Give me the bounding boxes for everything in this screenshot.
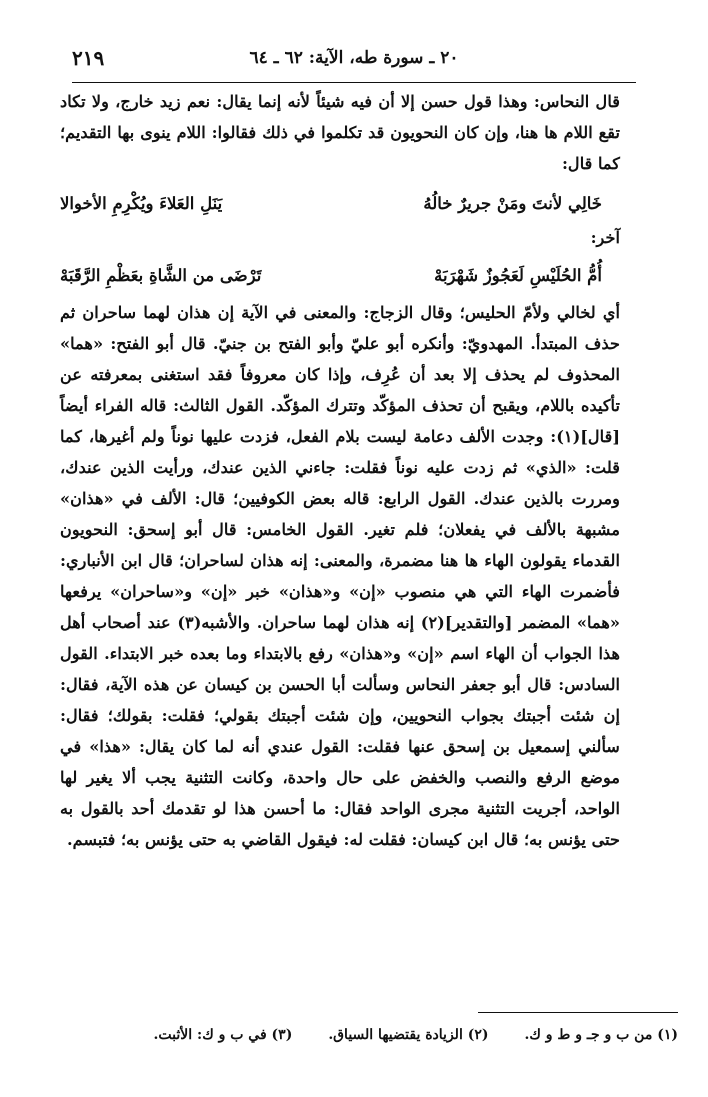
footnote: (١) من ب و جـ و ط و ك. — [524, 1027, 678, 1043]
verse-line — [60, 179, 620, 225]
verse-first-hemistich: خَالِي لأنتَ ومَنْ جريرٌ خالُهُ — [423, 194, 602, 213]
page-header — [72, 42, 636, 83]
verse-line — [60, 251, 620, 297]
page-number: ٢١٩ — [72, 46, 105, 70]
footnotes — [90, 1024, 678, 1046]
footnote-divider — [478, 1012, 678, 1013]
main-paragraph: أي لخالي ولأمّ الحليس؛ وقال الزجاج: والمعنى في الآية إن هذان لهما ساحران ثم حذف المبتدأ. المهدويّ: وأنكره أبو عليّ وأبو الفتح بن جنيّ. قال أبو الفتح: «هما» المحذوف لم يحذف إلا بعد أن عُرِف، وإذا كان معروفاً فقد استغنى بمعرفته عن تأكيده باللام، ويقبح أن تحذف المؤكّد وتترك المؤكّد. القول الثالث: قاله الفراء أيضاً [قال](١): وجدت الألف دعامة ليست بلام الفعل، فزدت عليها نوناً ولم أغيرها، كما قلت: «الذي» ثم زدت عليه نوناً فقلت: جاءني الذين عندك، ورأيت الذين عندك، ومررت بالذين عندك. القول الرابع: قاله بعض الكوفيين؛ قال: الألف في «هذان» مشبهة بالألف في يفعلان؛ فلم تغير. القول الخامس: قال أبو إسحق: النحويون القدماء يقولون الهاء ها هنا مضمرة، والمعنى: إنه هذان لساحران؛ قال ابن الأنباري: فأضمرت الهاء التي هي منصوب «إن» و«هذان» خبر «إن» و«ساحران» يرفعها «هما» المضمر [والتقدير](٢) إنه هذان لهما ساحران. والأشبه(٣) عند أصحاب أهل هذا الجواب أن الهاء اسم «إن» و«هذان» رفع بالابتداء وما بعده خبر الابتداء. القول السادس: قال أبو جعفر النحاس وسألت أبا الحسن بن كيسان عن هذه الآية، فقال: إن شئت أجبتك بجواب النحويين، وإن شئت أجبتك بقولي؛ فقلت: بقولك؛ فقال: سألني إسمعيل بن إسحق عنها فقلت: القول عندي أنه لما كان يقال: «هذا» في موضع الرفع والنصب والخفض على حال واحدة، وكانت التثنية يجب ألا يغير لها الواحد، أجريت التثنية مجرى الواحد فقال: ما أحسن هذا لو تقدمك أحد بالقول به حتى يؤنس به؛ قال ابن كيسان: فقلت له: فيقول القاضي به حتى يؤنس به؛ فتبسم. — [60, 303, 620, 849]
verse-second-hemistich: تَرْضَى من الشَّاةِ بعَظْمِ الرَّقَبَهْ — [60, 266, 262, 285]
other-verse-label: آخر: — [590, 228, 620, 247]
running-title: ٢٠ ـ سورة طه، الآية: ٦٢ ـ ٦٤ — [249, 48, 459, 68]
verse-second-hemistich: يَنَلِ العَلاءَ ويُكْرِمِ الأخوالا — [60, 194, 223, 213]
intro-paragraph: قال النحاس: وهذا قول حسن إلا أن فيه شيئاً لأنه إنما يقال: نعم زيد خارج، ولا تكاد تقع اللام ها هنا، وإن كان النحويون قد تكلموا في ذلك فقالوا: اللام ينوى بها التقديم؛ كما قال: — [60, 92, 620, 173]
verse-first-hemistich: أُمُّ الحُلَيْسِ لَعَجُوزٌ شَهْرَبَهْ — [434, 266, 602, 285]
footnote: (٣) في ب و ك: الأثبت. — [153, 1027, 293, 1043]
body-text — [60, 86, 620, 855]
footnote: (٢) الزيادة يقتضيها السياق. — [328, 1027, 489, 1043]
